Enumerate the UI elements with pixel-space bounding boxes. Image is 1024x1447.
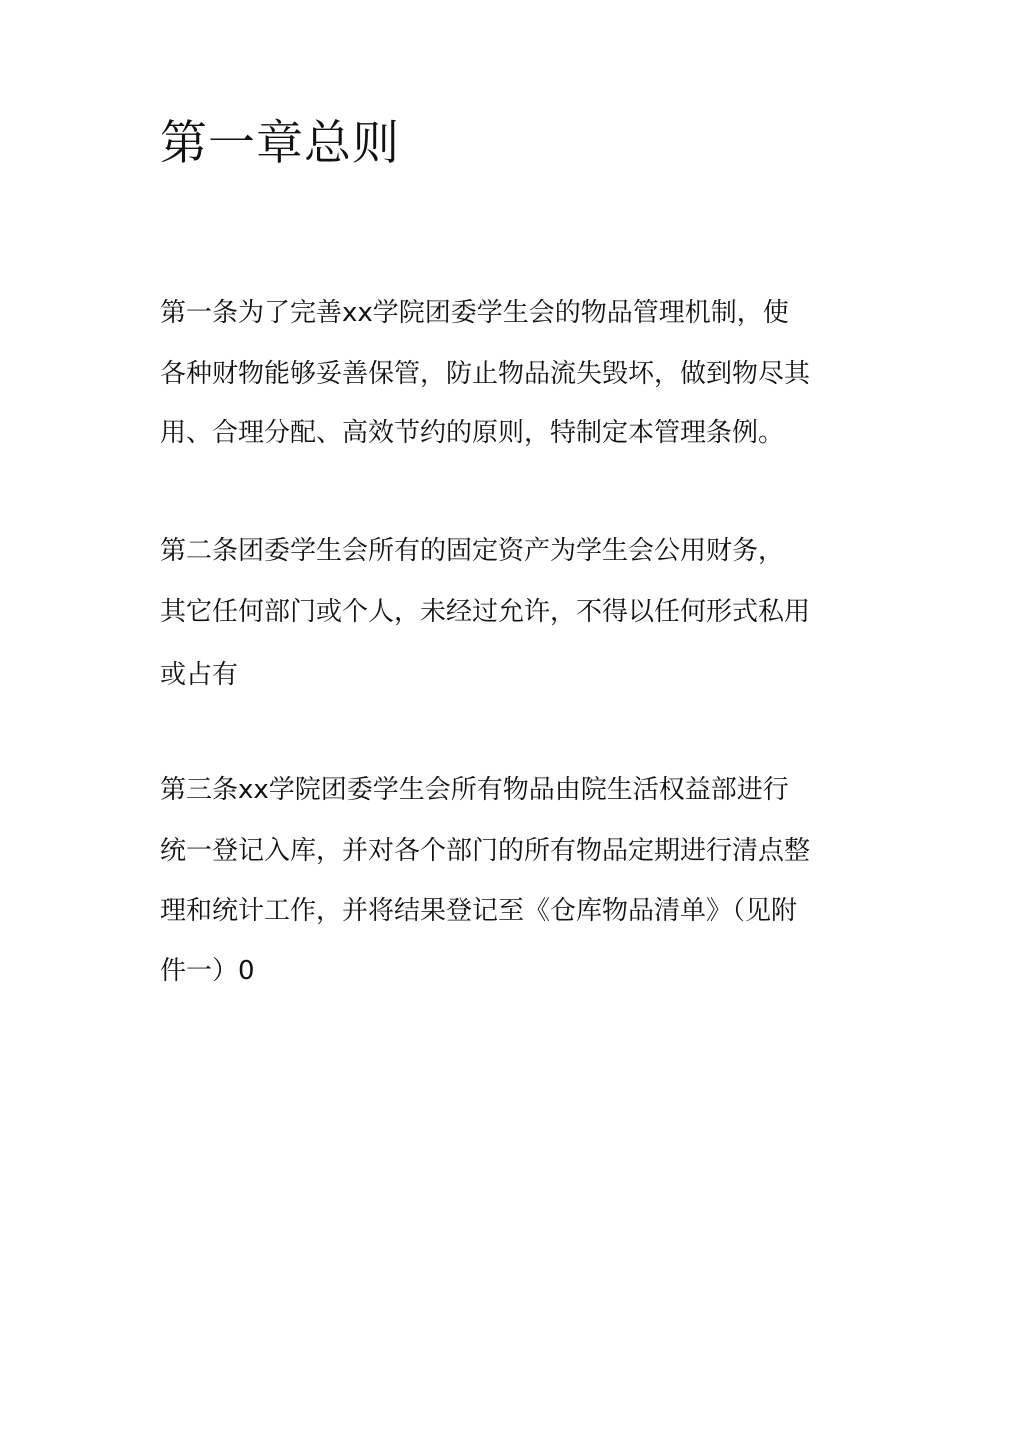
article-3-line-4: 件一）0 xyxy=(160,956,255,986)
article-2-line-1: 第二条团委学生会所有的固定资产为学生会公用财务， xyxy=(160,536,785,566)
article-1-line-2: 各种财物能够妥善保管，防止物品流失毁坏，做到物尽其 xyxy=(160,359,811,389)
chapter-title: 第一章总则 xyxy=(160,116,400,171)
article-2-line-2: 其它任何部门或个人，未经过允许，不得以任何形式私用 xyxy=(160,597,811,627)
article-2-line-3: 或占有 xyxy=(160,660,239,690)
article-3-line-1: 第三条xx学院团委学生会所有物品由院生活权益部进行 xyxy=(160,775,789,805)
article-1-line-1: 第一条为了完善xx学院团委学生会的物品管理机制，使 xyxy=(160,298,789,328)
article-1-line-3: 用、合理分配、高效节约的原则，特制定本管理条例。 xyxy=(160,418,785,448)
article-3-line-3: 理和统计工作，并将结果登记至《仓库物品清单》（见附 xyxy=(160,896,798,926)
article-3-line-2: 统一登记入库，并对各个部门的所有物品定期进行清点整 xyxy=(160,836,811,866)
